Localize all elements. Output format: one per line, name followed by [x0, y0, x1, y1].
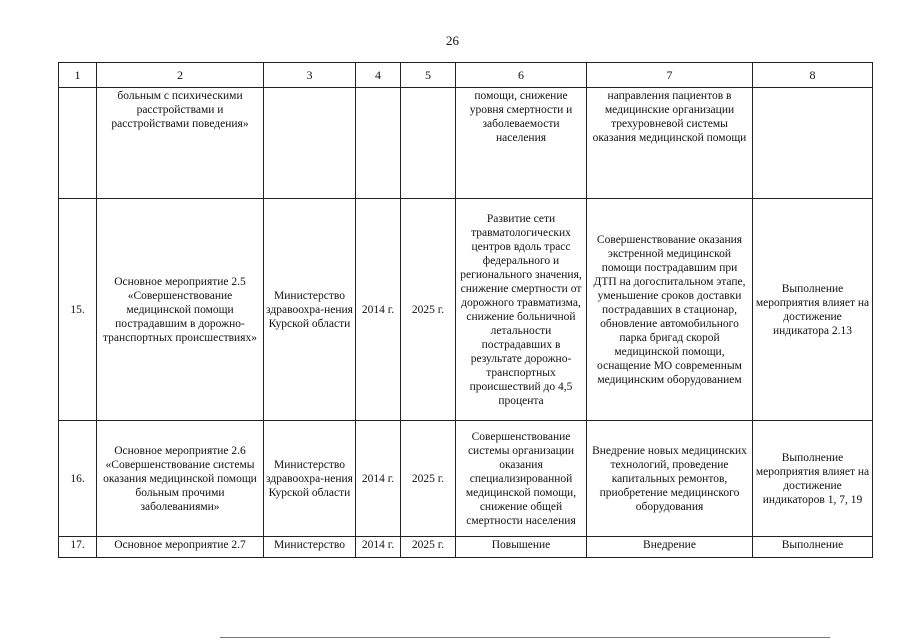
table-row-continuation	[59, 88, 873, 199]
cell-name: Основное мероприятие 2.6 «Совершенствование системы оказания медицинской помощи больным прочими заболеваниями»	[97, 421, 264, 537]
header-cell: 3	[264, 63, 356, 88]
cell-indicator: Выполнение мероприятия влияет на достижение индикаторов 1, 7, 19	[753, 421, 873, 537]
header-row	[59, 63, 873, 88]
cell-result: Повышение	[456, 537, 587, 558]
cell-result: Развитие сети травматологических центров вдоль трасс федерального и регионального значения, снижение смертности от дорожного травматизма, снижение больничной летальности пострадавших в результате дорожно-транспортных происшествий до 4,5 процента	[456, 199, 587, 421]
cell-start: 2014 г.	[356, 199, 401, 421]
table-row	[59, 537, 873, 558]
cell-start: 2014 г.	[356, 421, 401, 537]
cell-executor: Министерство здравоохра-нения Курской области	[264, 199, 356, 421]
cell-indicator: Выполнение	[753, 537, 873, 558]
cell-content: Внедрение новых медицинских технологий, проведение капитальных ремонтов, приобретение медицинского оборудования	[587, 421, 753, 537]
header-cell: 6	[456, 63, 587, 88]
table-row	[59, 421, 873, 537]
cell-start: 2014 г.	[356, 537, 401, 558]
cell-num: 15.	[59, 199, 97, 421]
cell-executor	[264, 88, 356, 199]
cell-end: 2025 г.	[401, 199, 456, 421]
cell-start	[356, 88, 401, 199]
header-cell: 5	[401, 63, 456, 88]
cell-end: 2025 г.	[401, 421, 456, 537]
cell-num: 16.	[59, 421, 97, 537]
cell-content: направления пациентов в медицинские организации трехуровневой системы оказания медицинской помощи	[587, 88, 753, 199]
page-edge-divider	[220, 637, 830, 638]
cell-end: 2025 г.	[401, 537, 456, 558]
cell-indicator	[753, 88, 873, 199]
header-cell: 4	[356, 63, 401, 88]
cell-executor: Министерство	[264, 537, 356, 558]
measures-table	[58, 62, 873, 558]
cell-num	[59, 88, 97, 199]
cell-end	[401, 88, 456, 199]
header-cell: 2	[97, 63, 264, 88]
header-cell: 1	[59, 63, 97, 88]
cell-name: Основное мероприятие 2.7	[97, 537, 264, 558]
table-row	[59, 199, 873, 421]
cell-content: Совершенствование оказания экстренной медицинской помощи пострадавшим при ДТП на догоспитальном этапе, уменьшение сроков доставки пострадавших в стационар, обновление автомобильного парка бригад скорой медицинской помощи, оснащение МО современным медицинским оборудованием	[587, 199, 753, 421]
cell-name: больным с психическими расстройствами и расстройствами поведения»	[97, 88, 264, 199]
header-cell: 8	[753, 63, 873, 88]
cell-result: помощи, снижение уровня смертности и заболеваемости населения	[456, 88, 587, 199]
cell-indicator: Выполнение мероприятия влияет на достижение индикатора 2.13	[753, 199, 873, 421]
cell-num: 17.	[59, 537, 97, 558]
cell-executor: Министерство здравоохра-нения Курской области	[264, 421, 356, 537]
cell-result: Совершенствование системы организации оказания специализированной медицинской помощи, снижение общей смертности населения	[456, 421, 587, 537]
cell-name: Основное мероприятие 2.5 «Совершенствование медицинской помощи пострадавшим в дорожно-транспортных происшествиях»	[97, 199, 264, 421]
page-number: 26	[446, 33, 459, 48]
header-cell: 7	[587, 63, 753, 88]
cell-content: Внедрение	[587, 537, 753, 558]
